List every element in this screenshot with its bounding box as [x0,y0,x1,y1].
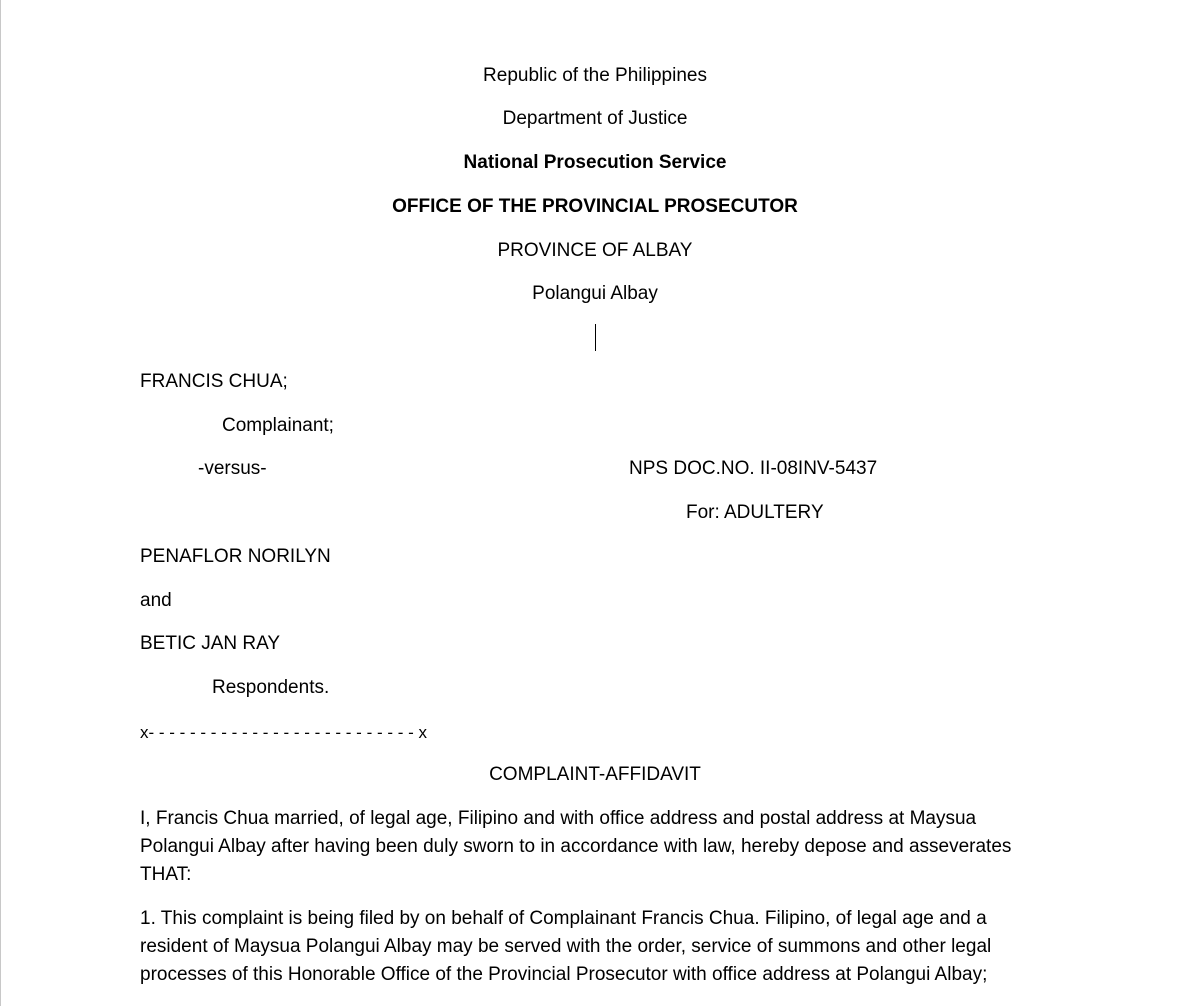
header-office: OFFICE OF THE PROVINCIAL PROSECUTOR [392,196,798,217]
respondent-1: PENAFLOR NORILYN [140,546,331,567]
and-word: and [140,590,172,611]
case-for: For: ADULTERY [686,502,824,523]
paragraph-1: 1. This complaint is being filed by on behalf of Complainant Francis Chua. Filipino, of legal age and a resident of Maysua Polangui Albay may be served with the order, service of summons and other legal processes of this Honorable Office of the Provincial Prosecutor with office address at Polangui Albay; [140,908,992,985]
header-service: National Prosecution Service [463,152,727,173]
complainant-name: FRANCIS CHUA; [140,371,288,392]
intro-paragraph: I, Francis Chua married, of legal age, Filipino and with office address and postal address at Maysua Polangui Albay after having been duly sworn to in accordance with law, hereby depose and asseverates THAT: [140,808,1012,885]
header-municipality: Polangui Albay [532,283,658,304]
respondents-label: Respondents. [212,677,330,698]
doc-number: NPS DOC.NO. II-08INV-5437 [629,458,878,479]
text-cursor [595,324,596,351]
caption-separator: x- - - - - - - - - - - - - - - - - - - - - - - - - - x [140,723,427,742]
versus-label: -versus- [198,458,267,479]
respondent-2: BETIC JAN RAY [140,633,281,654]
header-republic: Republic of the Philippines [483,65,707,86]
document-title: COMPLAINT-AFFIDAVIT [489,764,701,785]
header-department: Department of Justice [502,108,688,129]
complainant-label: Complainant; [222,415,334,436]
header-province: PROVINCE OF ALBAY [497,240,693,261]
